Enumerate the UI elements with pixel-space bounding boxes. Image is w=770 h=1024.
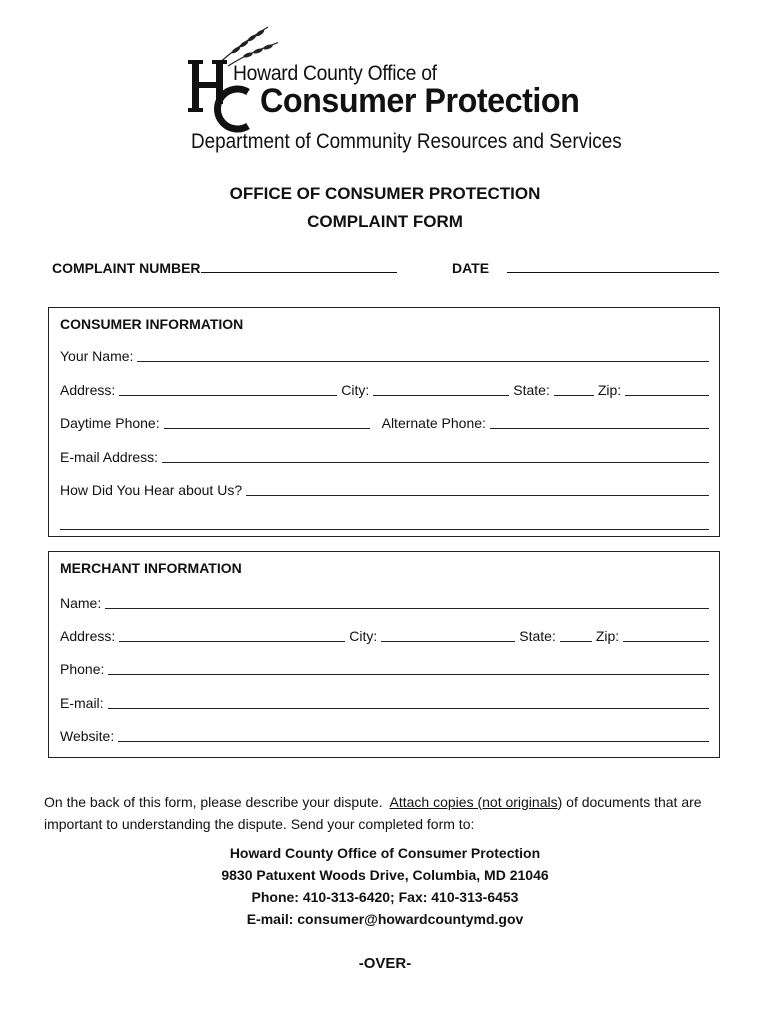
merchant-address-input[interactable] bbox=[119, 629, 345, 642]
consumer-address-label: Address: bbox=[60, 382, 116, 398]
consumer-zip-input[interactable] bbox=[625, 383, 709, 396]
consumer-phone-row bbox=[60, 413, 709, 431]
merchant-state-input[interactable] bbox=[560, 629, 592, 642]
how-heard-input[interactable] bbox=[246, 483, 709, 496]
merchant-address-label: Address: bbox=[60, 628, 116, 644]
merchant-name-input[interactable] bbox=[105, 596, 709, 609]
merchant-address-row bbox=[60, 626, 709, 644]
merchant-zip-input[interactable] bbox=[623, 629, 709, 642]
merchant-information-section bbox=[48, 551, 720, 758]
merchant-email-label: E-mail: bbox=[60, 695, 104, 711]
instructions-part-1: On the back of this form, please describe your dispute. bbox=[44, 794, 390, 810]
merchant-state-label: State: bbox=[519, 628, 556, 644]
your-name-label: Your Name: bbox=[60, 348, 134, 364]
alternate-phone-input[interactable] bbox=[490, 416, 709, 429]
merchant-zip-label: Zip: bbox=[595, 628, 620, 644]
how-heard-row bbox=[60, 480, 709, 498]
form-title-line-1: OFFICE OF CONSUMER PROTECTION bbox=[229, 184, 541, 203]
how-heard-continuation-row bbox=[60, 514, 709, 532]
logo bbox=[188, 22, 622, 157]
instructions-part-2: ) of documents that are important to understanding the dispute. Send your completed form to: bbox=[44, 794, 702, 832]
merchant-email-row bbox=[60, 693, 709, 711]
consumer-state-label: State: bbox=[513, 382, 550, 398]
alternate-phone-label: Alternate Phone: bbox=[381, 415, 486, 431]
top-fields bbox=[52, 258, 732, 280]
merchant-name-row bbox=[60, 593, 709, 611]
consumer-information-section bbox=[48, 307, 720, 537]
mailing-phone-fax: Phone: 410-313-6420; Fax: 410-313-6453 bbox=[251, 889, 519, 905]
date-field bbox=[452, 258, 719, 276]
merchant-website-row bbox=[60, 726, 709, 744]
logo-line-2: Consumer Protection bbox=[260, 82, 580, 120]
how-heard-continuation-input[interactable] bbox=[60, 517, 709, 530]
merchant-website-input[interactable] bbox=[118, 729, 709, 742]
form-title-line-2: COMPLAINT FORM bbox=[307, 212, 463, 231]
merchant-phone-row bbox=[60, 659, 709, 677]
merchant-email-input[interactable] bbox=[108, 696, 709, 709]
consumer-email-row bbox=[60, 447, 709, 465]
your-name-input[interactable] bbox=[137, 349, 709, 362]
complaint-number-field bbox=[52, 258, 397, 276]
consumer-email-input[interactable] bbox=[162, 450, 709, 463]
merchant-phone-input[interactable] bbox=[108, 662, 709, 675]
mailing-street: 9830 Patuxent Woods Drive, Columbia, MD 21046 bbox=[221, 867, 549, 883]
consumer-email-label: E-mail Address: bbox=[60, 449, 159, 465]
merchant-phone-label: Phone: bbox=[60, 661, 105, 677]
logo-line-3: Department of Community Resources and Services bbox=[191, 130, 622, 153]
instructions-underlined: Attach copies (not originals bbox=[389, 794, 558, 810]
complaint-number-label: COMPLAINT NUMBER bbox=[52, 260, 201, 276]
consumer-zip-label: Zip: bbox=[597, 382, 622, 398]
consumer-address-row bbox=[60, 380, 709, 398]
mailing-office: Howard County Office of Consumer Protection bbox=[229, 845, 541, 861]
mailing-email: E-mail: consumer@howardcountymd.gov bbox=[246, 911, 524, 927]
over-indicator: -OVER- bbox=[358, 955, 412, 972]
logo-line-1: Howard County Office of bbox=[233, 62, 437, 85]
merchant-website-label: Website: bbox=[60, 728, 115, 744]
complaint-number-input[interactable] bbox=[201, 258, 397, 273]
consumer-address-input[interactable] bbox=[119, 383, 337, 396]
merchant-city-input[interactable] bbox=[381, 629, 515, 642]
consumer-heading: CONSUMER INFORMATION bbox=[60, 316, 244, 332]
daytime-phone-label: Daytime Phone: bbox=[60, 415, 160, 431]
consumer-state-input[interactable] bbox=[554, 383, 594, 396]
merchant-city-label: City: bbox=[349, 628, 378, 644]
consumer-city-input[interactable] bbox=[373, 383, 509, 396]
merchant-name-label: Name: bbox=[60, 595, 102, 611]
consumer-name-row bbox=[60, 346, 709, 364]
merchant-heading: MERCHANT INFORMATION bbox=[60, 560, 242, 576]
instructions-paragraph bbox=[44, 791, 734, 835]
how-heard-label: How Did You Hear about Us? bbox=[60, 482, 243, 498]
consumer-city-label: City: bbox=[341, 382, 370, 398]
daytime-phone-input[interactable] bbox=[164, 416, 370, 429]
date-label: DATE bbox=[452, 260, 490, 276]
date-input[interactable] bbox=[507, 258, 719, 273]
